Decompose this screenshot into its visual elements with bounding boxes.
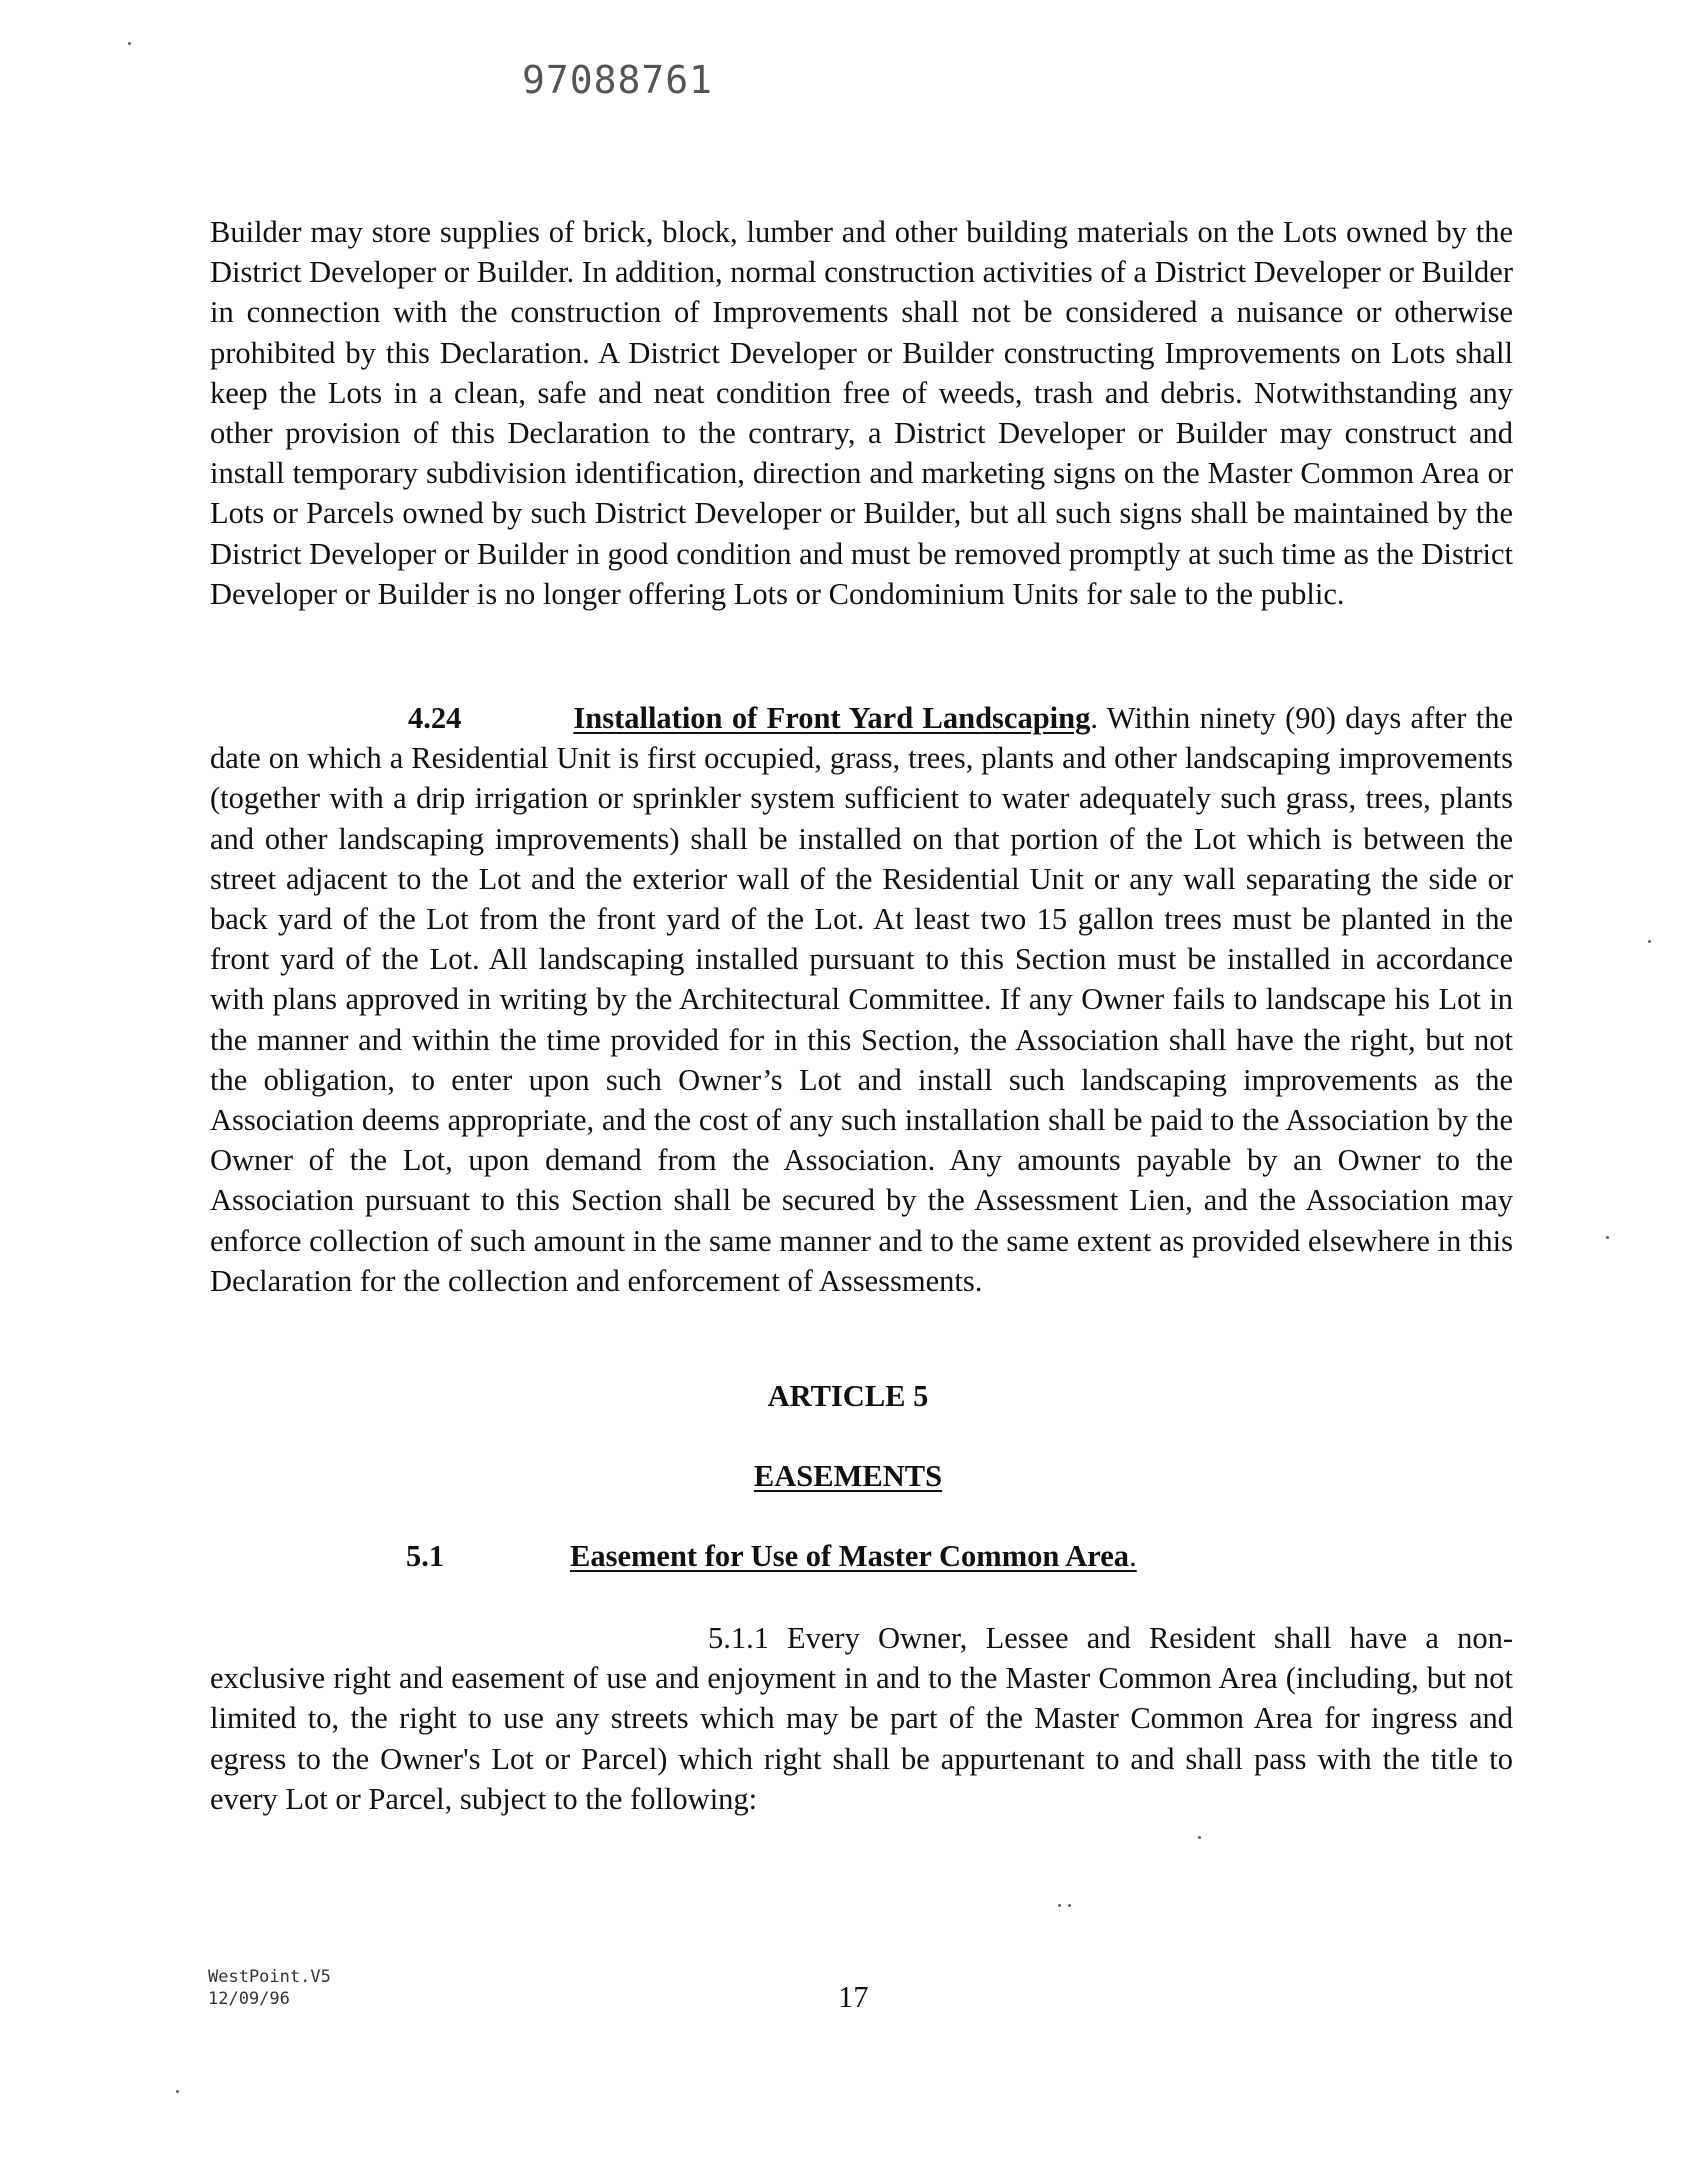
section-5-1-period: . [1129, 1539, 1137, 1573]
section-4-24-paragraph [210, 698, 1513, 1301]
scan-speck [1198, 1836, 1201, 1839]
article-number: ARTICLE 5 [767, 1379, 929, 1413]
section-5-1-title [570, 1539, 1137, 1574]
section-4-24-number: 4.24 [408, 701, 462, 735]
section-4-24-text: . Within ninety (90) days after the date on which a Residential Unit is first occupied, grass, trees, plants and other landscaping improvements (together with a drip irrigation or sprinkler system sufficient to water adequately such grass, trees, plants and other landscaping improvements) shall be installed on that portion of the Lot which is between the street adjacent to the Lot and the exterior wall of the Residential Unit or any wall separating the side or back yard of the Lot from the front yard of the Lot. At least two 15 gallon trees must be planted in the front yard of the Lot. All landscaping installed pursuant to this Section must be installed in accordance with plans approved in writing by the Architectural Committee. If any Owner fails to landscape his Lot in the manner and within the time provided for in this Section, the Association shall have the right, but not the obligation, to enter upon such Owner’s Lot and install such landscaping improvements as the Association deems appropriate, and the cost of any such installation shall be paid to the Association by the Owner of the Lot, upon demand from the Association. Any amounts payable by an Owner to the Association pursuant to this Section shall be secured by the Assessment Lien, and the Association may enforce collection of such amount in the same manner and to the same extent as provided elsewhere in this Declaration for the collection and enforcement of Assessments. [210, 701, 1513, 1298]
scan-speck [1648, 940, 1651, 943]
paragraph-builder-supplies: Builder may store supplies of brick, block, lumber and other building materials on the Lots owned by the District Developer or Builder. In addition, normal construction activities of a District Developer or Builder in connection with the construction of Improvements shall not be considered a nuisance or otherwise prohibited by this Declaration. A District Developer or Builder constructing Improvements on Lots shall keep the Lots in a clean, safe and neat condition free of weeds, trash and debris. Notwithstanding any other provision of this Declaration to the contrary, a District Developer or Builder may construct and install temporary subdivision identification, direction and marketing signs on the Master Common Area or Lots or Parcels owned by such District Developer or Builder, but all such signs shall be maintained by the District Developer or Builder in good condition and must be removed promptly at such time as the District Developer or Builder is no longer offering Lots or Condominium Units for sale to the public. [210, 215, 1513, 611]
section-4-24-title: Installation of Front Yard Landscaping [573, 701, 1091, 735]
scan-speck [1068, 1904, 1071, 1907]
document-stamp-number: 97088761 [522, 58, 714, 102]
section-5-1-1-paragraph [210, 1618, 1513, 1819]
footer-file-name: WestPoint.V5 [208, 1967, 331, 1987]
section-5-1-title-text: Easement for Use of Master Common Area [570, 1539, 1130, 1573]
section-5-1-1-text: Every Owner, Lessee and Resident shall have a non-exclusive right and easement of use and enjoyment in and to the Master Common Area (including, but not limited to, the right to use any streets which may be part of the Master Common Area for ingress and egress to the Owner's Lot or Parcel) which right shall be appurtenant to and shall pass with the title to every Lot or Parcel, subject to the following: [210, 1621, 1513, 1816]
scan-speck [128, 42, 131, 45]
scan-speck [1606, 1236, 1609, 1239]
page-number: 17 [838, 1980, 869, 2014]
section-5-1-number: 5.1 [406, 1539, 445, 1573]
scan-speck [176, 2090, 179, 2093]
section-5-1-1-number: 5.1.1 [708, 1621, 769, 1655]
footer-file-info [208, 1966, 331, 2010]
footer-date: 12/09/96 [208, 1989, 290, 2009]
article-title: EASEMENTS [753, 1459, 943, 1493]
scan-speck [1058, 1904, 1061, 1907]
